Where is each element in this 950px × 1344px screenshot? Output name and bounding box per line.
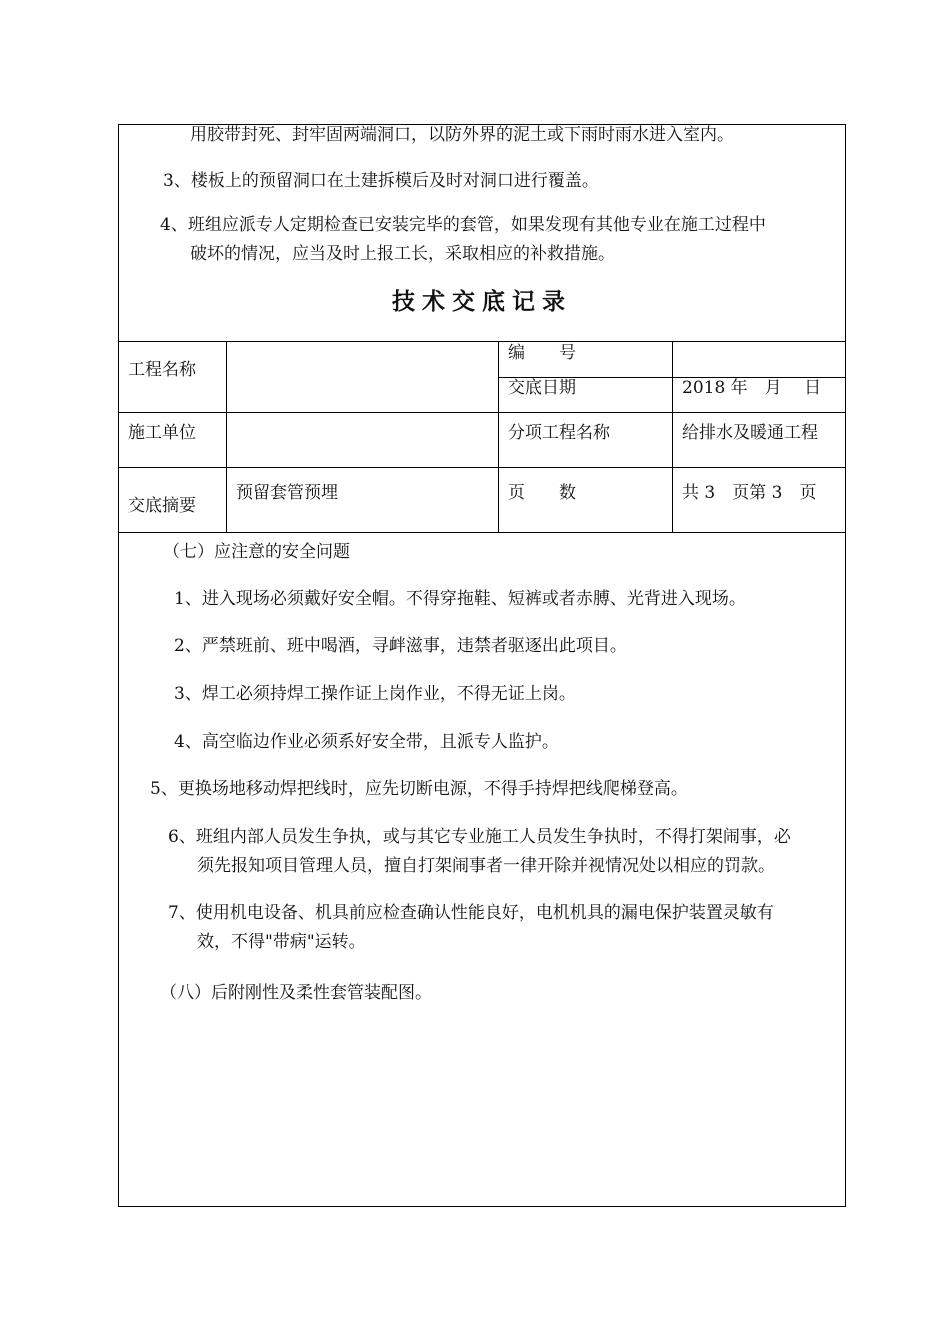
sub-project-label: 分项工程名称 [508, 423, 610, 443]
attachment-note: （八）后附刚性及柔性套管装配图。 [160, 983, 432, 1003]
safety-item-2: 2、严禁班前、班中喝酒，寻衅滋事，违禁者驱逐出此项目。 [174, 636, 627, 656]
pages-label: 页 数 [508, 483, 576, 503]
pages-value: 共 3 页第 3 页 [682, 483, 817, 503]
date-label: 交底日期 [508, 378, 576, 398]
table-top-border [118, 341, 846, 342]
project-name-label: 工程名称 [128, 360, 196, 380]
summary-label: 交底摘要 [128, 496, 196, 516]
continuation-line: 用胶带封死、封牢固两端洞口，以防外界的泥土或下雨时雨水进入室内。 [190, 125, 734, 145]
safety-item-3: 3、焊工必须持焊工操作证上岗作业，不得无证上岗。 [174, 684, 576, 704]
document-title: 技术交底记录 [392, 288, 572, 315]
item-4-line2: 破坏的情况，应当及时上报工长，采取相应的补救措施。 [190, 244, 615, 264]
item-3: 3、楼板上的预留洞口在土建拆模后及时对洞口进行覆盖。 [163, 171, 599, 191]
item-4-line1: 4、班组应派专人定期检查已安装完毕的套管，如果发现有其他专业在施工过程中 [160, 215, 766, 235]
number-label: 编 号 [508, 343, 576, 363]
safety-item-6-line2: 须先报知项目管理人员，擅自打架闹事者一律开除并视情况处以相应的罚款。 [197, 856, 775, 876]
document-frame [118, 124, 846, 1207]
safety-item-1: 1、进入现场必须戴好安全帽。不得穿拖鞋、短裤或者赤膊、光背进入现场。 [174, 589, 746, 609]
table-row-divider-1 [118, 412, 846, 413]
table-row-divider-2 [118, 467, 846, 468]
table-col-divider-2 [498, 341, 499, 533]
table-col-divider-3 [672, 341, 673, 533]
safety-item-7-line2: 效，不得"带病"运转。 [197, 932, 366, 952]
sub-project-value: 给排水及暖通工程 [682, 423, 818, 443]
summary-value: 预留套管预埋 [236, 483, 338, 503]
date-value: 2018 年 月 日 [682, 378, 822, 398]
safety-item-4: 4、高空临边作业必须系好安全带，且派专人监护。 [174, 732, 559, 752]
safety-item-7-line1: 7、使用机电设备、机具前应检查确认性能良好，电机机具的漏电保护装置灵敏有 [168, 903, 774, 923]
safety-heading: （七）应注意的安全问题 [163, 542, 350, 562]
safety-item-5: 5、更换场地移动焊把线时，应先切断电源，不得手持焊把线爬梯登高。 [150, 779, 688, 799]
unit-label: 施工单位 [128, 423, 196, 443]
table-col-divider-1 [226, 341, 227, 533]
safety-item-6-line1: 6、班组内部人员发生争执，或与其它专业施工人员发生争执时，不得打架闹事，必 [168, 827, 791, 847]
table-bottom-border [118, 532, 846, 533]
